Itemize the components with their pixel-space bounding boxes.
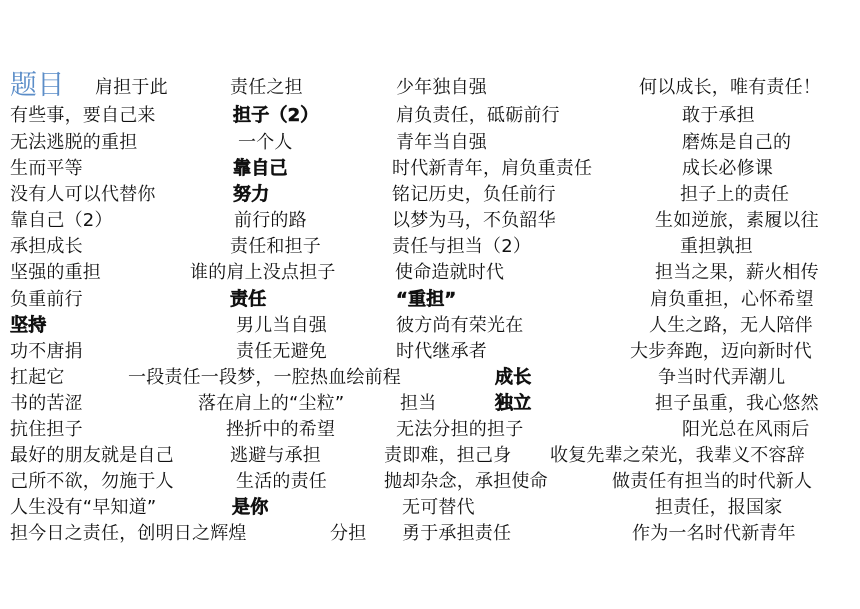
title-item: 收复先辈之荣光，我辈义不容辞 [550,445,805,466]
title-item: 担子虽重，我心悠然 [655,393,819,414]
title-item: 靠自己 [233,158,288,179]
title-item: 铭记历史，负任前行 [392,184,556,205]
title-item: 独立 [495,393,532,414]
title-item: 抛却杂念，承担使命 [384,471,548,492]
title-item: 磨炼是自己的 [682,132,792,153]
title-item: 担今日之责任，创明日之辉煌 [10,523,247,544]
title-item: 一个人 [238,132,293,153]
title-item: 责任 [230,289,267,310]
title-item: 阳光总在风雨后 [682,419,810,440]
title-item: 一段责任一段梦，一腔热血绘前程 [128,367,401,388]
title-item: 肩负责任，砥砺前行 [396,105,560,126]
title-item: 做责任有担当的时代新人 [612,471,813,492]
title-item: 扛起它 [10,367,65,388]
title-item: 责任和担子 [230,236,321,257]
title-item: 责任之担 [230,77,303,98]
title-item: 坚强的重担 [10,262,101,283]
title-item: 有些事，要自己来 [10,105,156,126]
title-item: 勇于承担责任 [402,523,512,544]
title-item: 彼方尚有荣光在 [396,315,524,336]
title-item: 无法分担的担子 [396,419,524,440]
title-item: 坚持 [10,315,47,336]
title-item: 逃避与承担 [230,445,321,466]
title-item: 承担成长 [10,236,83,257]
title-item: 人生之路，无人陪伴 [649,315,813,336]
title-item: 敢于承担 [682,105,755,126]
title-item: 谁的肩上没点担子 [190,262,336,283]
title-item: 无法逃脱的重担 [10,132,138,153]
title-item: 肩负重担，心怀希望 [650,289,814,310]
title-item: 成长必修课 [682,158,773,179]
title-item: 大步奔跑，迈向新时代 [630,341,812,362]
title-item: 分担 [330,523,367,544]
title-item: 功不唐捐 [10,341,83,362]
title-item: 时代新青年，肩负重责任 [392,158,593,179]
title-item: “重担” [396,289,457,310]
title-item: 努力 [233,184,270,205]
title-item: 男儿当自强 [236,315,327,336]
title-item: 负重前行 [10,289,83,310]
title-item: 责任与担当（2） [392,236,532,257]
title-item: 责任无避免 [236,341,327,362]
title-item: 作为一名时代新青年 [632,523,796,544]
title-item: 挫折中的希望 [226,419,336,440]
title-item: 最好的朋友就是自己 [10,445,174,466]
title-item: 无可替代 [402,497,475,518]
title-item: 生而平等 [10,158,83,179]
title-item: 生活的责任 [236,471,327,492]
title-item: 抗住担子 [10,419,83,440]
title-item: 争当时代弄潮儿 [658,367,786,388]
title-item: 没有人可以代替你 [10,184,156,205]
title-item: 担子上的责任 [680,184,790,205]
title-item: 生如逆旅，素履以往 [655,210,819,231]
title-item: 担当 [400,393,437,414]
title-item: 担责任，报国家 [655,497,783,518]
title-item: 前行的路 [234,210,307,231]
title-item: 肩担于此 [95,77,168,98]
title-item: 成长 [495,367,532,388]
title-item: 以梦为马，不负韶华 [392,210,556,231]
title-item: 青年当自强 [396,132,487,153]
title-item: 靠自己（2） [10,210,113,231]
title-item: 落在肩上的“尘粒” [198,393,345,414]
title-item: 人生没有“早知道” [10,497,157,518]
title-item: 担子（2） [233,105,319,126]
title-item: 少年独自强 [396,77,487,98]
title-item: 重担孰担 [680,236,753,257]
page-title: 题目 [10,70,65,101]
title-item: 责即难，担己身 [384,445,512,466]
title-item: 是你 [232,497,269,518]
title-item: 时代继承者 [396,341,487,362]
title-item: 担当之果，薪火相传 [655,262,819,283]
title-item: 何以成长，唯有责任！ [639,77,821,98]
title-item: 书的苦涩 [10,393,83,414]
title-item: 己所不欲，勿施于人 [10,471,174,492]
title-item: 使命造就时代 [395,262,505,283]
